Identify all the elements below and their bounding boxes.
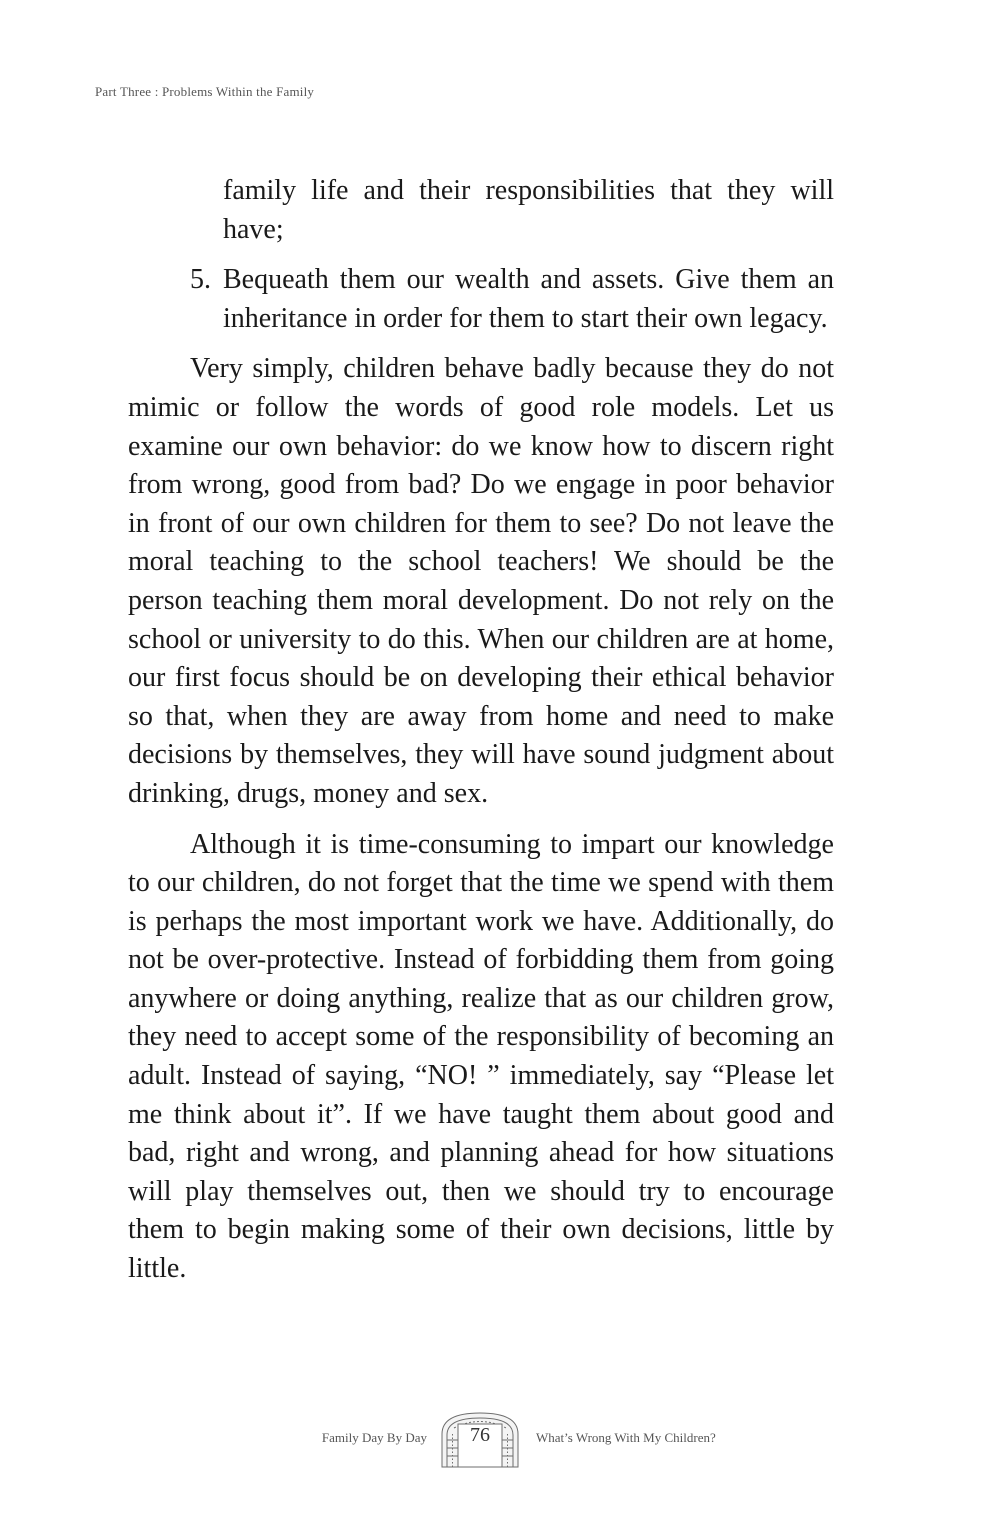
footer-book-title: Family Day By Day <box>321 1430 427 1445</box>
list-item-5 <box>128 261 834 338</box>
page-footer <box>0 1410 1000 1470</box>
footer-chapter-title: What’s Wrong With My Children? <box>536 1430 716 1445</box>
paragraph-2: Although it is time-consuming to impart our knowledge to our children, do not forget that the time we spend with them is perhaps the most important work we have. Additionally, do not be over-protective. Instead of forbidding them from going anywhere or doing anything, realize that as our children grow, they need to accept some of the responsibility of becoming an adult. Instead of saying, “NO! ” immediately, say “Please let me think about it”. If we have taught them about good and bad, right and wrong, and planning ahead for how situations will play themselves out, then we should try to encourage them to begin making some of their own decisions, little by little. <box>128 828 834 1285</box>
paragraph-1: Very simply, children behave badly because they do not mimic or follow the words of good role models. Let us examine our own behavior: do we know how to discern right from wrong, good from bad? Do we engage in poor behavior in front of our own children for them to see? Do not leave the moral teaching to the school teachers! We should be the person teaching them moral development. Do not rely on the school or university to do this. When our children are at home, our first focus should be on developing their ethical behavior so that, when they are away from home and need to make decisions by themselves, they will have sound judgment about drinking, drugs, money and sex. <box>128 353 834 809</box>
list-number: 5. <box>190 264 211 296</box>
running-head: Part Three : Problems Within the Family <box>95 84 315 99</box>
continuation-text: family life and their responsibilities that they will have; <box>223 175 834 245</box>
body-text <box>128 172 834 1289</box>
list-item-text: Bequeath them our wealth and assets. Give them an inheritance in order for them to start their own legacy. <box>223 264 834 334</box>
page-number: 76 <box>470 1424 490 1446</box>
